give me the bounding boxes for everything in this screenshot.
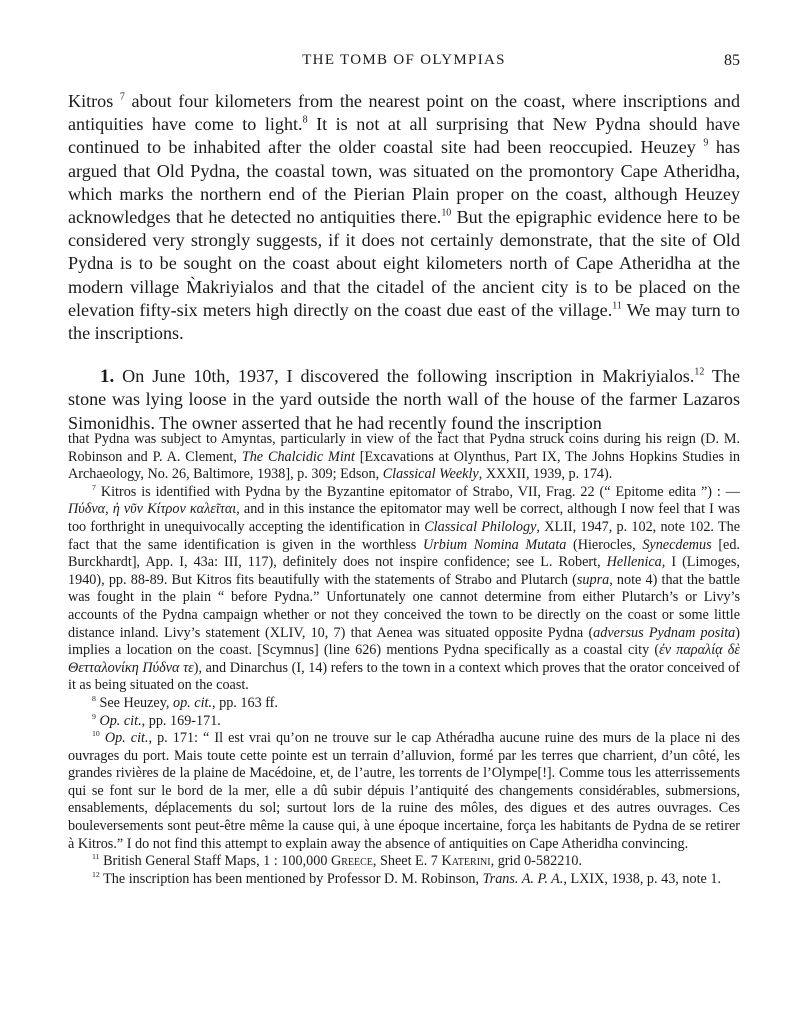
- text-run: , pp. 163 ff.: [212, 694, 278, 711]
- text-run: , and in this instance the epitomator may well be correct, although I now feel that I was too forthright in unequivocally accepting the identification in: [68, 501, 740, 535]
- italic-text: Op. cit.: [104, 730, 149, 747]
- footnote-ref: 12: [92, 870, 100, 879]
- text-run: (Hierocles,: [566, 536, 643, 553]
- running-header: [68, 52, 740, 74]
- text-run: , Sheet E. 7: [372, 853, 442, 870]
- footnote-ref: 12: [694, 366, 705, 378]
- text-run: It is not at all surprising that New Pydna should have continued to be inhabited after the older coastal site had been reoccupied. Heuzey: [68, 114, 740, 158]
- section-number: 1.: [100, 366, 115, 388]
- footnote-ref: 7: [92, 482, 96, 492]
- italic-text: ἐν παραλίᾳ δὲ Θετταλονίκη Πύδνα τε: [68, 642, 740, 676]
- italic-text: supra: [576, 571, 610, 588]
- section-1-paragraph: [68, 365, 740, 435]
- italic-text: Trans. A. P. A.: [482, 870, 564, 887]
- italic-text: adversus Pydnam posita: [593, 624, 736, 641]
- footnote: [68, 730, 740, 853]
- text-run: about four kilometers from the nearest point on the coast, where inscriptions and antiquities have come to light.: [68, 91, 740, 135]
- text-run: , XLII, 1947, p. 102, note 102. The fact that the same identification is given in the worthless: [68, 518, 740, 553]
- footnote-ref: 8: [92, 694, 96, 704]
- text-run: British General Staff Maps, 1 : 100,000: [99, 853, 331, 870]
- text-run: , pp. 169-171.: [141, 712, 221, 729]
- footnote-ref: 10: [92, 729, 100, 739]
- text-run: The stone was lying loose in the yard outside the north wall of the house of the farmer Lazaros Simonidhis. The owner asserted that he had recently found the inscription: [68, 366, 741, 433]
- footnote-ref: 9: [703, 137, 709, 149]
- italic-text: Classical Weekly: [382, 466, 479, 483]
- footnote-ref: 10: [441, 207, 452, 219]
- footnote: [68, 431, 740, 484]
- text-run: But the epigraphic evidence here to be considered very strongly suggests, if it does not certainly demonstrate, that the site of Old Pydna is to be sought on the coast about eight kilometers north of Cape Atheridha at the modern village M̀akriyialos and that the citadel of the ancient city is to be placed on the elevation fifty-six meters high directly on the coast due east of the village.: [68, 207, 740, 320]
- footnote: [68, 695, 740, 713]
- footnote: [68, 484, 740, 695]
- text-run: The inscription has been mentioned by Professor D. M. Robinson,: [99, 870, 483, 887]
- text-run: , grid 0-582210.: [490, 853, 583, 870]
- italic-text: op. cit.: [172, 694, 212, 711]
- text-run: , LXIX, 1938, p. 43, note 1.: [563, 870, 722, 887]
- italic-text: Urbium Nomina Mutata: [422, 536, 567, 553]
- footnote-ref: 7: [119, 91, 125, 103]
- footnote: [68, 871, 740, 889]
- italic-text: Synecdemus: [642, 536, 712, 553]
- footnote: [68, 713, 740, 731]
- text-run: , note 4) that the battle was fought in the plain “ before Pydna.” Unfortunately one cannot determine from either Plutarch’s or Livy’s accounts of the Pydna campaign whether or not they conceived the town to be directly on the coast or some little distance inland. Livy’s statement (XLIV, 10, 7) that Aenea was situated opposite Pydna (: [68, 571, 740, 641]
- footnote-ref: 11: [92, 852, 100, 862]
- paragraph: [68, 90, 740, 345]
- text-run: has argued that Old Pydna, the coastal town, was situated on the promontory Cape Atheridha, which marks the northern end of the Pierian Plain proper on the coast, although Heuzey acknowledges that he detected no antiquities there.: [68, 137, 740, 228]
- text-run: Kitros: [68, 91, 120, 111]
- footnote-ref: 9: [92, 711, 96, 721]
- text-run: ) implies a location on the coast. [Scymnus] (line 626) mentions Pydna specifically as a coastal city (: [68, 624, 740, 659]
- text-run: that Pydna was subject to Amyntas, particularly in view of the fact that Pydna struck coins during his reign (D. M. Robinson and P. A. Clement,: [68, 431, 740, 465]
- footnote: [68, 853, 740, 871]
- footnote-ref: 8: [302, 114, 308, 126]
- italic-text: Hellenica: [606, 554, 662, 571]
- small-caps-text: Katerini: [441, 853, 491, 870]
- footnote-ref: 11: [612, 300, 622, 312]
- text-run: On June 10th, 1937, I discovered the following inscription in Makriyialos.: [114, 366, 695, 387]
- footnotes: [68, 431, 740, 888]
- italic-text: Πύδνα, ἡ νῦν Κίτρον καλεῖται: [68, 501, 237, 518]
- small-caps-text: Greece: [330, 853, 373, 870]
- page-number: 85: [724, 52, 740, 69]
- italic-text: The Chalcidic Mint: [241, 448, 355, 465]
- italic-text: Classical Philology: [424, 518, 537, 535]
- text-run: Kitros is identified with Pydna by the Byzantine epitomator of Strabo, VII, Frag. 22 (“ Epitome edita ”) : —: [95, 483, 740, 500]
- text-run: , XXXII, 1939, p. 174).: [478, 466, 613, 483]
- main-text: [68, 90, 740, 435]
- text-run: , I (Limoges, 1940), pp. 88-89. But Kitros fits beautifully with the statements of Strabo and Plutarch (: [68, 554, 740, 588]
- running-title: THE TOMB OF OLYMPIAS: [302, 52, 506, 68]
- text-run: See Heuzey,: [95, 694, 173, 711]
- text-run: , p. 171: “ Il est vrai qu’on ne trouve sur le cap Athéradha aucune ruine des murs de la place ni des ouvrages du port. Mais toute cette pointe est un terrain d’alluvion, formé par les terres que charrient, d’un côté, les grandes rivières de la plaine de Macédoine, et, de l’autre, les torrents de l’Olympe[!]. Comme tous les atterrissements qui se font sur le bord de la mer, elle a dû subir dépuis l’antiquité des changements considérables, submersions, ensablements, déplacements du sol; surtout lors de la ruine des môles, des digues et des autres ouvrages. Ces bouleversements sont peut-être même la cause qui, à une époque incertaine, força les habitants de Pydna de se retirer à Kitros.” I do not find this attempt to explain away the absence of antiquities on Cape Atheridha convincing.: [68, 730, 740, 852]
- italic-text: Op. cit.: [99, 712, 142, 729]
- text-run: ), and Dinarchus (I, 14) refers to the town in a context which proves that the orator conceived of it as being situated on the coast.: [68, 659, 741, 694]
- text-run: [ed. Burckhardt], App. I, 43a: III, 117), definitely does not inspire confidence; see L. Robert,: [68, 536, 740, 571]
- text-run: We may turn to the inscriptions.: [68, 299, 740, 344]
- text-run: [Excavations at Olynthus, Part IX, The Johns Hopkins Studies in Archaeology, No. 26, Baltimore, 1938], p. 309; Edson,: [68, 448, 740, 483]
